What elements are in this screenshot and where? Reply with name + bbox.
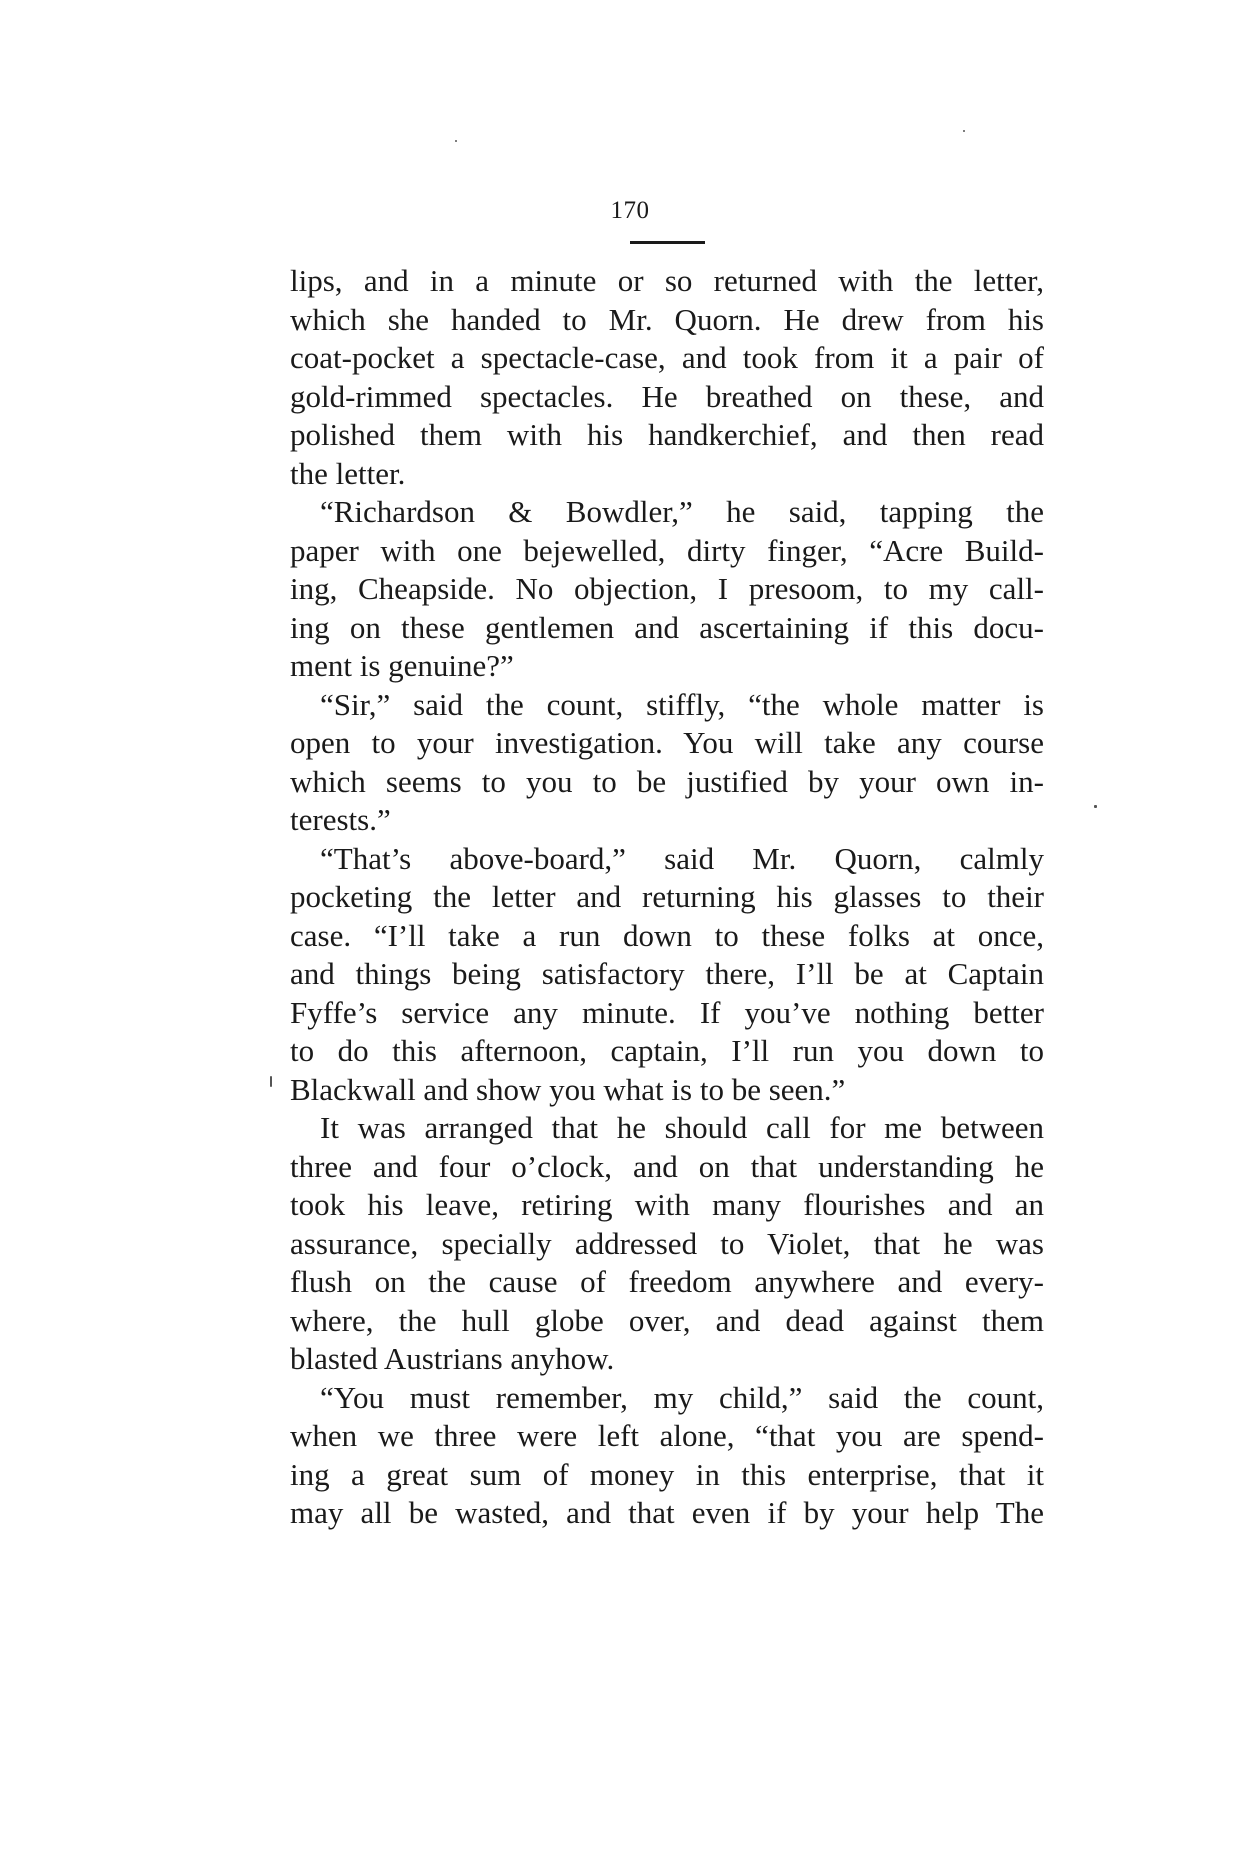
text-line: terests.” [290, 802, 391, 837]
text-line: “Sir,” said the count, stiffly, “the whole matter is [320, 686, 1044, 722]
print-speck [1094, 805, 1097, 808]
text-line: ing on these gentlemen and ascertaining if this docu- [290, 609, 1044, 645]
text-line: three and four o’clock, and on that understanding he [290, 1148, 1044, 1184]
text-line: paper with one bejewelled, dirty finger, “Acre Build- [290, 532, 1044, 568]
page-number-rule [630, 241, 705, 244]
text-line: coat-pocket a spectacle-case, and took from it a pair of [290, 340, 1044, 375]
text-line: “You must remember, my child,” said the count, [320, 1379, 1044, 1415]
text-line: polished them with his handkerchief, and then read [290, 417, 1044, 452]
print-speck [455, 140, 457, 142]
text-line: gold-rimmed spectacles. He breathed on these, and [290, 378, 1044, 414]
body-text [290, 262, 1044, 1533]
text-line: may all be wasted, and that even if by your help The [290, 1495, 1044, 1530]
print-speck [270, 1076, 272, 1087]
text-line: took his leave, retiring with many flourishes and an [290, 1187, 1044, 1222]
text-line: “That’s above-board,” said Mr. Quorn, calmly [320, 840, 1044, 876]
text-line: pocketing the letter and returning his glasses to their [290, 879, 1044, 914]
text-line: flush on the cause of freedom anywhere and every- [290, 1264, 1044, 1299]
page-number: 170 [610, 197, 650, 224]
text-line: It was arranged that he should call for me between [320, 1110, 1044, 1145]
text-line: where, the hull globe over, and dead against them [290, 1302, 1044, 1338]
text-line: ment is genuine?” [290, 648, 514, 683]
text-line: lips, and in a minute or so returned with the letter, [290, 263, 1044, 298]
text-line: ing, Cheapside. No objection, I presoom, to my call- [290, 571, 1044, 606]
print-speck [963, 130, 965, 132]
text-line: blasted Austrians anyhow. [290, 1341, 615, 1376]
text-line: open to your investigation. You will take any course [290, 725, 1044, 760]
text-line: Blackwall and show you what is to be seen.” [290, 1071, 846, 1107]
text-line: case. “I’ll take a run down to these folks at once, [290, 917, 1044, 953]
text-line: Fyffe’s service any minute. If you’ve nothing better [290, 994, 1044, 1030]
text-line: which seems to you to be justified by your own in- [290, 763, 1044, 799]
text-line: when we three were left alone, “that you are spend- [290, 1418, 1044, 1453]
text-line: which she handed to Mr. Quorn. He drew from his [290, 301, 1044, 337]
text-line: “Richardson & Bowdler,” he said, tapping the [320, 494, 1044, 529]
text-line: to do this afternoon, captain, I’ll run you down to [290, 1033, 1044, 1068]
text-line: the letter. [290, 455, 406, 491]
text-line: and things being satisfactory there, I’ll be at Captain [290, 956, 1044, 991]
text-line: ing a great sum of money in this enterprise, that it [290, 1456, 1044, 1492]
text-line: assurance, specially addressed to Violet, that he was [290, 1225, 1044, 1261]
